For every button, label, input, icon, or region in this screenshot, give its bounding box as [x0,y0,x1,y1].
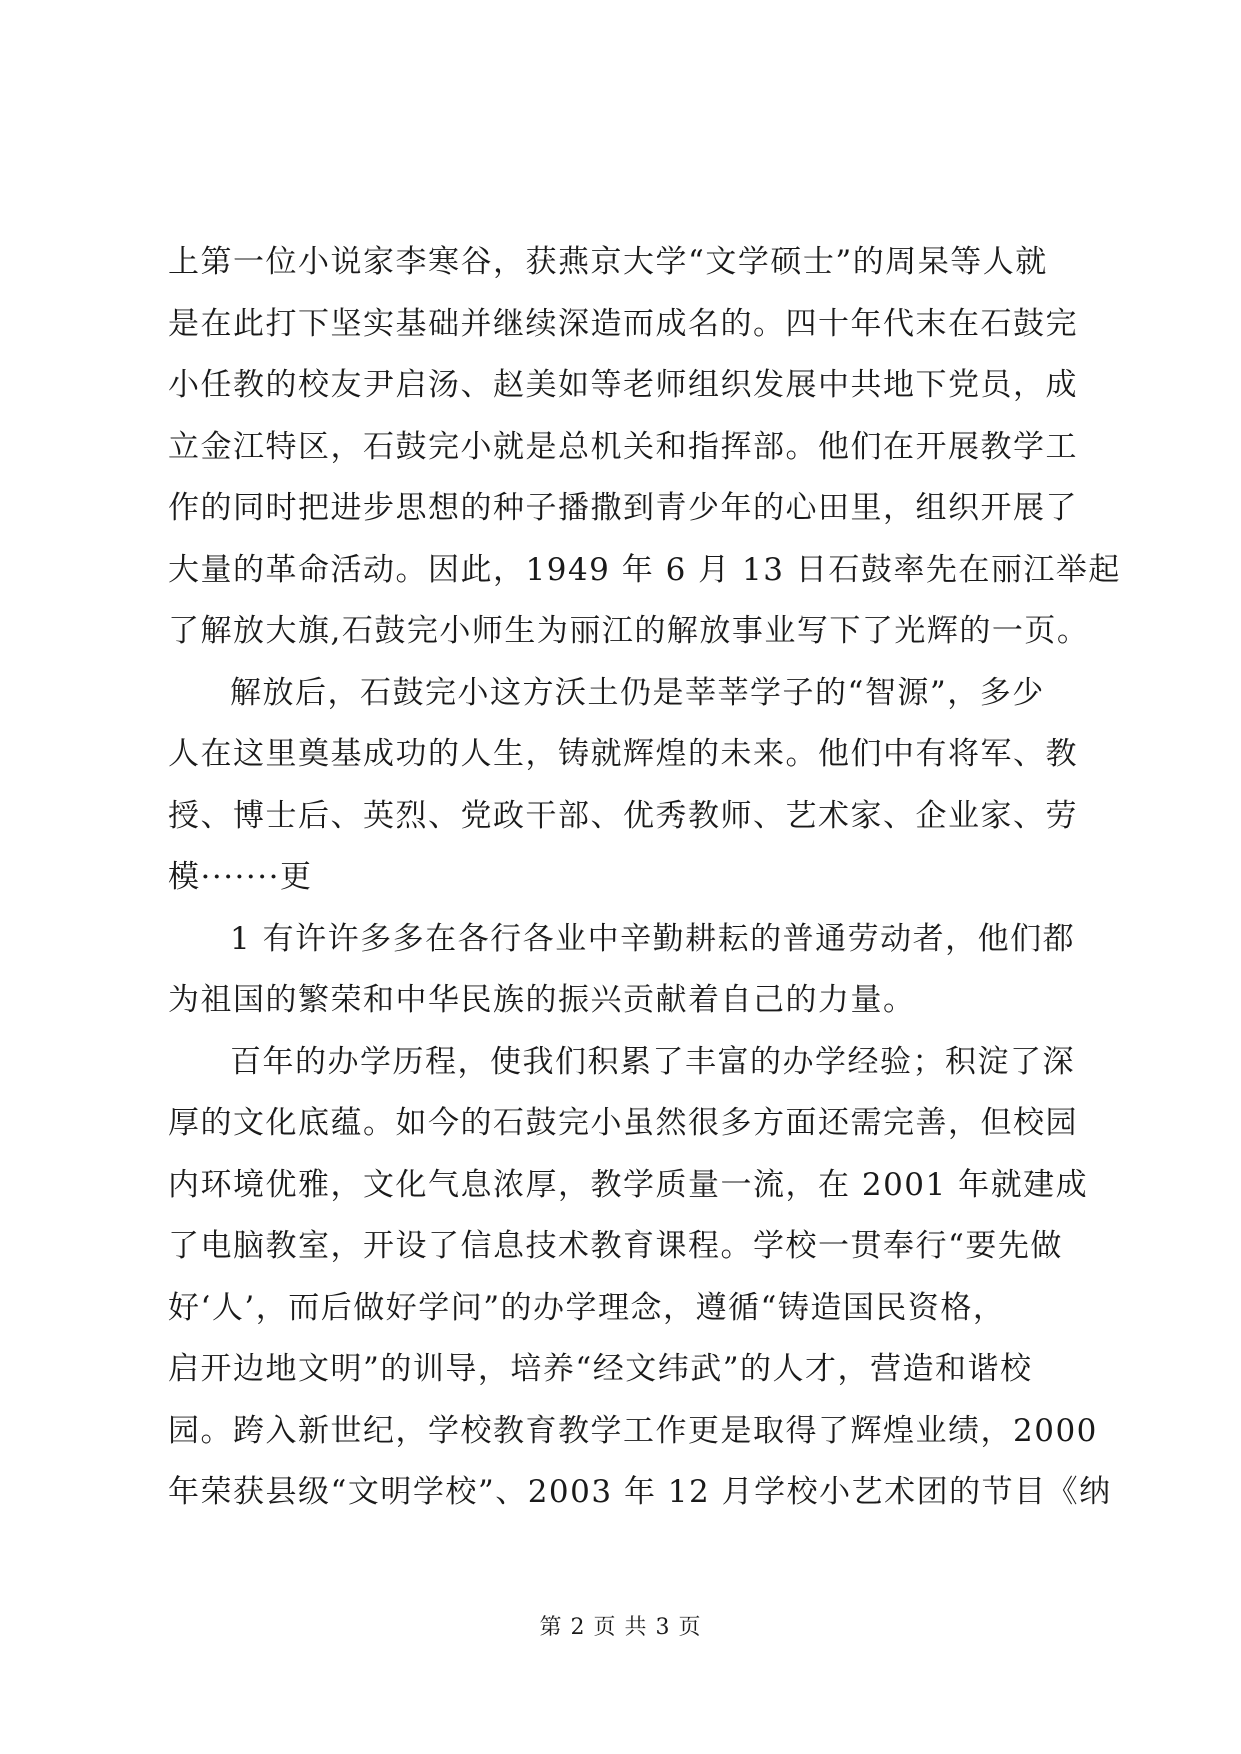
paragraph-first-line: 1 有许许多多在各行各业中辛勤耕耘的普通劳动者，他们都 [230,920,1076,957]
text-line: 内环境优雅，文化气息浓厚，教学质量一流，在 2001 年就建成 [168,1166,1089,1203]
page-number: 第 2 页 共 3 页 [539,1615,702,1640]
text-line: 大量的革命活动。因此，1949 年 6 月 13 日石鼓率先在丽江举起 [168,551,1121,588]
text-line: 为祖国的繁荣和中华民族的振兴贡献着自己的力量。 [168,982,916,1018]
text-line: 模·······更 [168,859,313,895]
paragraph-first-line: 百年的办学历程，使我们积累了丰富的办学经验；积淀了深 [230,1043,1075,1080]
page-footer [0,1610,1241,1641]
text-line: 是在此打下坚实基础并继续深造而成名的。四十年代末在石鼓完 [168,305,1078,342]
text-line: 授、博士后、英烈、党政干部、优秀教师、艺术家、企业家、劳 [168,797,1078,834]
text-line: 启开边地文明”的训导，培养“经文纬武”的人才，营造和谐校 [168,1351,1033,1387]
text-line: 好‘人’，而后做好学问”的办学理念，遵循“铸造国民资格， [168,1289,1006,1326]
text-line: 园。跨入新世纪，学校教育教学工作更是取得了辉煌业绩，2000 [168,1412,1098,1449]
text-line: 小任教的校友尹启汤、赵美如等老师组织发展中共地下党员，成 [168,367,1078,403]
text-line: 厚的文化底蕴。如今的石鼓完小虽然很多方面还需完善，但校园 [168,1105,1078,1141]
text-line: 作的同时把进步思想的种子播撒到青少年的心田里，组织开展了 [168,490,1078,526]
text-line: 了解放大旗,石鼓完小师生为丽江的解放事业写下了光辉的一页。 [168,613,1090,649]
text-line: 了电脑教室，开设了信息技术教育课程。学校一贯奉行“要先做 [168,1228,1063,1264]
text-line: 年荣获县级“文明学校”、2003 年 12 月学校小艺术团的节目《纳 [168,1474,1112,1510]
text-line: 人在这里奠基成功的人生，铸就辉煌的未来。他们中有将军、教 [168,736,1078,772]
document-body [168,232,1121,1524]
paragraph-first-line: 解放后，石鼓完小这方沃土仍是莘莘学子的“智源”，多少 [230,674,1045,711]
text-line: 上第一位小说家李寒谷，获燕京大学“文学硕士”的周杲等人就 [168,244,1048,280]
text-line: 立金江特区，石鼓完小就是总机关和指挥部。他们在开展教学工 [168,428,1078,465]
